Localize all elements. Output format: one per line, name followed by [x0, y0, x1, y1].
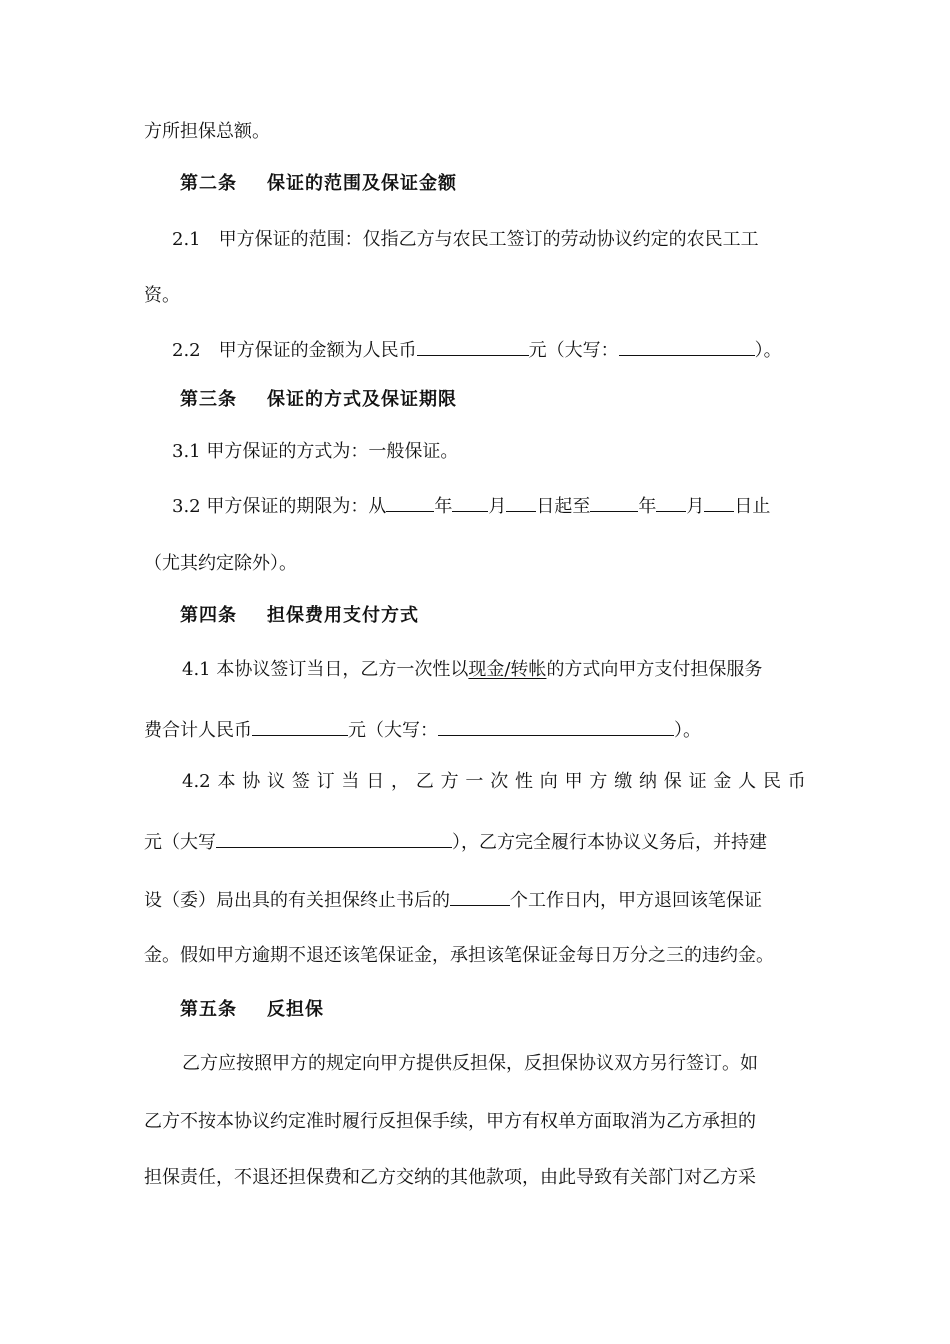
justified-char: 甲	[564, 771, 583, 792]
article-title: 担保费用支付方式	[267, 605, 419, 626]
blank-deposit-words[interactable]	[216, 828, 452, 848]
blank-end-month[interactable]	[656, 492, 686, 512]
blank-amount-words-field[interactable]	[619, 336, 755, 356]
justified-char: ，	[391, 771, 410, 792]
clause-number: 2.1	[172, 229, 201, 250]
paragraph-line: 金。假如甲方逾期不退还该笔保证金，承担该笔保证金每日万分之三的违约金。	[144, 945, 774, 966]
clause-4-1-cont: 费合计人民币 元（大写： ）。	[144, 716, 701, 743]
justified-char: 当	[341, 771, 360, 792]
clause-4-1: 4.1 本协议签订当日，乙方一次性以现金/转帐的方式向甲方支付担保服务	[182, 659, 763, 680]
blank-amount-field[interactable]	[417, 336, 529, 356]
justified-char: 纳	[638, 771, 657, 792]
article-number: 第四条	[180, 605, 237, 626]
blank-start-year[interactable]	[386, 492, 434, 512]
article-heading-2	[180, 172, 457, 196]
article-number: 第五条	[180, 999, 237, 1020]
blank-working-days[interactable]	[450, 886, 510, 906]
clause-number: 2.2	[172, 340, 201, 361]
clause-4-2	[182, 770, 806, 794]
clause-2-1	[172, 228, 759, 252]
clause-3-2: 3.2 甲方保证的期限为：从 年 月 日起至 年 月 日止	[172, 492, 770, 519]
article-heading-5	[180, 998, 324, 1022]
justified-char: 人	[738, 771, 757, 792]
justified-char: 民	[762, 771, 781, 792]
justified-char: 一	[465, 771, 484, 792]
justified-char: 方	[589, 771, 608, 792]
blank-fee-words[interactable]	[438, 716, 674, 736]
justified-char: 性	[515, 771, 533, 792]
justified-char: 方	[440, 771, 459, 792]
blank-end-year[interactable]	[590, 492, 638, 512]
clause-4-2-cont: 元（大写 ），乙方完全履行本协议义务后，并持建	[144, 828, 767, 855]
justified-char: 币	[787, 771, 806, 792]
justified-char: 订	[316, 771, 335, 792]
justified-char: 证	[688, 771, 707, 792]
justified-char: 日	[366, 771, 385, 792]
justified-char: 议	[267, 771, 286, 792]
justified-char: 乙	[415, 771, 434, 792]
justified-char: 次	[490, 771, 509, 792]
article-number: 第二条	[180, 173, 237, 194]
blank-end-day[interactable]	[704, 492, 734, 512]
justified-char: 保	[663, 771, 682, 792]
justified-char: 4.2	[182, 771, 211, 792]
article-title: 保证的方式及保证期限	[267, 389, 457, 410]
paragraph-line: 担保责任，不退还担保费和乙方交纳的其他款项，由此导致有关部门对乙方采	[144, 1167, 756, 1188]
clause-3-1: 3.1 甲方保证的方式为：一般保证。	[172, 441, 459, 462]
paragraph-line: （尤其约定除外）。	[144, 553, 297, 574]
clause-4-2-cont: 设（委）局出具的有关担保终止书后的 个工作日内，甲方退回该笔保证	[144, 886, 762, 913]
justified-char: 本	[217, 771, 236, 792]
blank-start-month[interactable]	[452, 492, 488, 512]
payment-method: 现金/转帐	[468, 659, 547, 680]
article-title: 反担保	[267, 999, 324, 1020]
paragraph-line: 方所担保总额。	[144, 121, 270, 142]
blank-fee-amount[interactable]	[252, 716, 348, 736]
article-heading-3	[180, 388, 457, 412]
paragraph-line: 资。	[144, 285, 180, 306]
paragraph-line: 乙方不按本协议约定准时履行反担保手续，甲方有权单方面取消为乙方承担的	[144, 1111, 756, 1132]
blank-start-day[interactable]	[506, 492, 536, 512]
article-number: 第三条	[180, 389, 237, 410]
article-title: 保证的范围及保证金额	[267, 173, 457, 194]
justified-char: 协	[242, 771, 261, 792]
clause-text: 甲方保证的范围：仅指乙方与农民工签订的劳动协议约定的农民工工	[218, 229, 759, 250]
article-heading-4	[180, 604, 419, 628]
justified-char: 向	[539, 771, 558, 792]
justified-char: 缴	[614, 771, 633, 792]
paragraph-line: 乙方应按照甲方的规定向甲方提供反担保，反担保协议双方另行签订。如	[182, 1053, 758, 1074]
justified-char: 签	[291, 771, 310, 792]
clause-2-2: 2.2 甲方保证的金额为人民币 元（大写： ）。	[172, 336, 782, 363]
justified-char: 金	[713, 771, 732, 792]
